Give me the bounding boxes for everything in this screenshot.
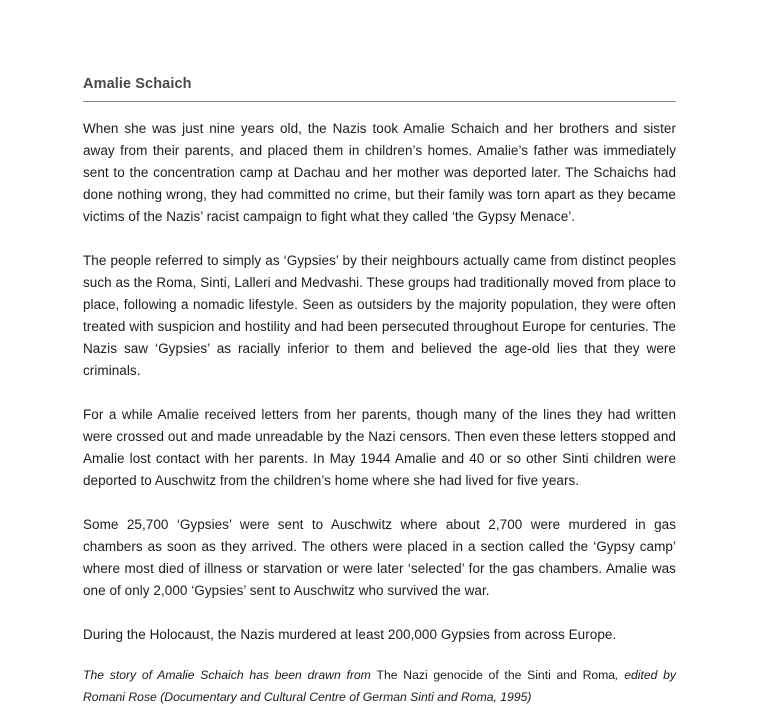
paragraph-1: When she was just nine years old, the Nazis took Amalie Schaich and her brothers and sister away from their parents, and placed them in children’s homes. Amalie’s father was immediately sent to the concentration camp at Dachau and her mother was deported later. The Schaichs had done nothing wrong, they had committed no crime, but their family was torn apart as they became victims of the Nazis’ racist campaign to fight what they called ‘the Gypsy Menace’.	[83, 121, 676, 224]
credit-prefix: The story of Amalie Schaich has been drawn from	[83, 668, 377, 682]
heading-divider	[83, 101, 676, 102]
paragraph-3: For a while Amalie received letters from her parents, though many of the lines they had written were crossed out and made unreadable by the Nazi censors. Then even these letters stopped and Amalie lost contact with her parents. In May 1944 Amalie and 40 or so other Sinti children were deported to Auschwitz from the children’s home where she had lived for five years.	[83, 407, 676, 488]
paragraph-5: During the Holocaust, the Nazis murdered at least 200,000 Gypsies from across Europe.	[83, 627, 617, 642]
paragraph-4: Some 25,700 ‘Gypsies’ were sent to Auschwitz where about 2,700 were murdered in gas chambers as soon as they arrived. The others were placed in a section called the ‘Gypsy camp’ where most died of illness or starvation or were later ‘selected’ for the gas chambers. Amalie was one of only 2,000 ‘Gypsies’ sent to Auschwitz who survived the war.	[83, 517, 676, 598]
article-body	[83, 118, 676, 708]
credit-book-title: The Nazi genocide of the Sinti and Roma	[376, 668, 616, 682]
section-heading: Amalie Schaich	[83, 76, 192, 92]
paragraph-2: The people referred to simply as ‘Gypsies’ by their neighbours actually came from distinct peoples such as the Roma, Sinti, Lalleri and Medvashi. These groups had traditionally moved from place to place, following a nomadic lifestyle. Seen as outsiders by the majority population, they were often treated with suspicion and hostility and had been persecuted throughout Europe for centuries. The Nazis saw ‘Gypsies’ as racially inferior to them and believed the age-old lies that they were criminals.	[83, 253, 676, 378]
source-credit	[83, 664, 676, 708]
credit-suffix: , edited by Romani Rose (Documentary and Cultural Centre of German Sinti and Roma, 1995)	[83, 668, 676, 704]
